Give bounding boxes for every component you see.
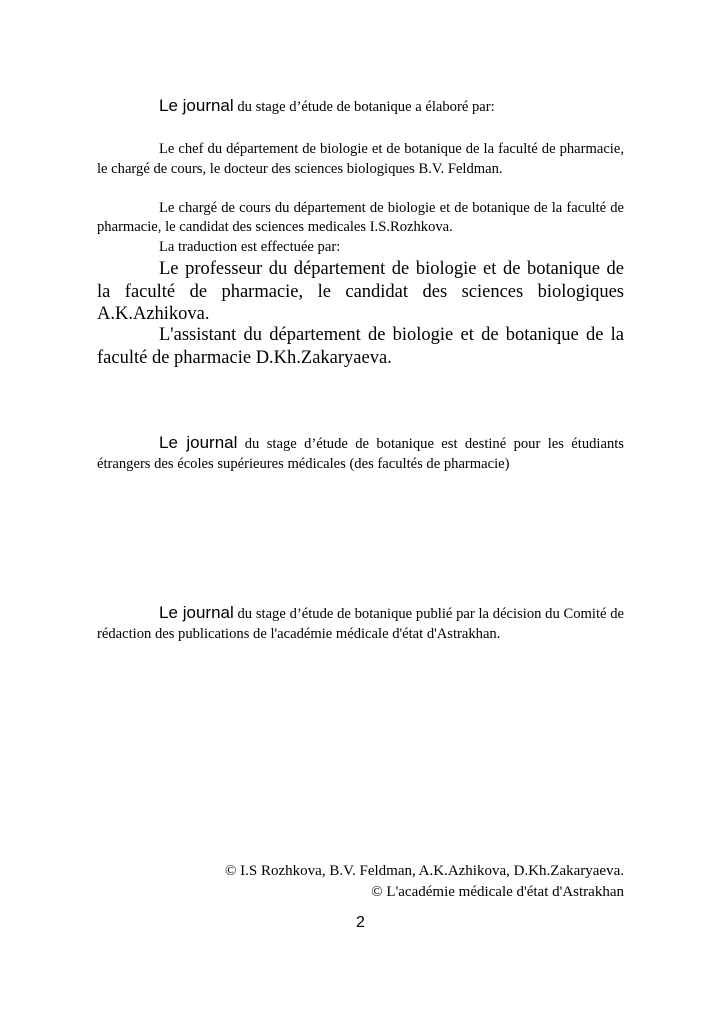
author-rozhkova-paragraph: Le chargé de cours du département de biologie et de botanique de la faculté de pharmacie, le candidat des sciences medicales I.S.Rozhkova. xyxy=(97,200,624,235)
translator-zakaryaeva-paragraph: L'assistant du département de biologie et de botanique de la faculté de pharmacie D.Kh.Zakaryaeva. xyxy=(97,325,624,368)
translation-intro: La traduction est effectuée par: xyxy=(159,239,341,255)
author-feldman-paragraph: Le chef du département de biologie et de botanique de la faculté de pharmacie, le chargé de cours, le docteur des sciences biologiques B.V. Feldman. xyxy=(97,141,624,177)
publication-paragraph xyxy=(97,603,624,644)
publication-text: du stage d’étude de botanique publié par la décision du Comité de rédaction des publications de l'académie médicale d'état d'Astrakhan. xyxy=(97,606,624,642)
purpose-paragraph xyxy=(97,433,624,474)
copyright-academy: © L'académie médicale d'état d'Astrakhan xyxy=(371,884,624,900)
purpose-text: du stage d’étude de botanique est destiné pour les étudiants étrangers des écoles supérieures médicales (des facultés de pharmacie) xyxy=(97,436,624,472)
page-number: 2 xyxy=(356,914,365,931)
journal-lead: Le journal xyxy=(159,603,234,622)
credits-intro-text: du stage d’étude de botanique a élaboré par: xyxy=(233,99,495,115)
copyright-authors: © I.S Rozhkova, B.V. Feldman, A.K.Azhikova, D.Kh.Zakaryaeva. xyxy=(225,863,624,879)
journal-lead: Le journal xyxy=(159,96,234,115)
credits-intro xyxy=(97,96,624,117)
translator-azhikova-paragraph: Le professeur du département de biologie et de botanique de la faculté de pharmacie, le candidat des sciences biologiques A.K.Azhikova. xyxy=(97,259,624,324)
journal-lead: Le journal xyxy=(159,433,238,452)
